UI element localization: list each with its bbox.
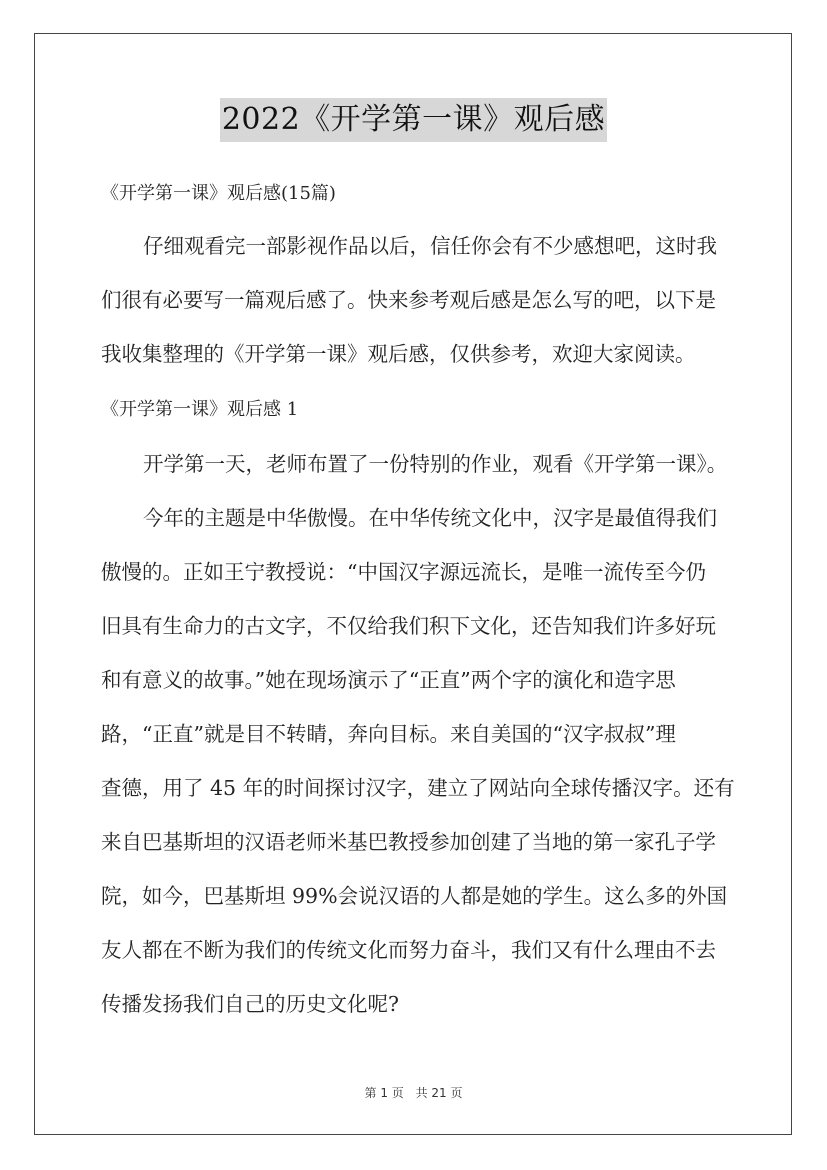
paragraph-line: 查德，用了 45 年的时间探讨汉字，建立了网站向全球传播汉字。还有	[101, 776, 735, 800]
paragraph-line: 和有意义的故事。”她在现场演示了“正直”两个字的演化和造字思	[101, 668, 676, 692]
paragraph-line: 来自巴基斯坦的汉语老师米基巴教授参加创建了当地的第一家孔子学	[101, 830, 716, 854]
paragraph-line: 路，“正直”就是目不转睛，奔向目标。来自美国的“汉字叔叔”理	[101, 722, 676, 746]
intro-line: 们很有必要写一篇观后感了。快来参考观后感是怎么写的吧，以下是	[101, 288, 716, 312]
paragraph-line: 旧具有生命力的古文字，不仅给我们积下文化，还告知我们许多好玩	[101, 614, 716, 638]
paragraph-line: 开学第一天，老师布置了一份特别的作业，观看《开学第一课》。	[143, 452, 728, 476]
page-number: 第 1 页	[364, 1086, 404, 1100]
paragraph-line: 友人都在不断为我们的传统文化而努力奋斗，我们又有什么理由不去	[101, 938, 716, 962]
document-title: 2022《开学第一课》观后感	[220, 98, 607, 142]
intro-line: 仔细观看完一部影视作品以后，信任你会有不少感想吧，这时我	[143, 234, 717, 258]
page-footer	[0, 1084, 827, 1101]
paragraph-line: 传播发扬我们自己的历史文化呢?	[101, 992, 399, 1016]
intro-line: 我收集整理的《开学第一课》观后感，仅供参考，欢迎大家阅读。	[101, 342, 696, 366]
title-container	[0, 98, 827, 142]
paragraph-line: 傲慢的。正如王宁教授说：“中国汉字源远流长，是唯一流传至今仍	[101, 560, 706, 584]
paragraph-line: 院，如今，巴基斯坦 99%会说汉语的人都是她的学生。这么多的外国	[101, 884, 728, 908]
document-subtitle: 《开学第一课》观后感(15篇)	[101, 183, 336, 204]
paragraph-line: 今年的主题是中华傲慢。在中华传统文化中，汉字是最值得我们	[143, 506, 717, 530]
section-heading: 《开学第一课》观后感 1	[101, 399, 299, 420]
page-total: 共 21 页	[415, 1086, 463, 1100]
